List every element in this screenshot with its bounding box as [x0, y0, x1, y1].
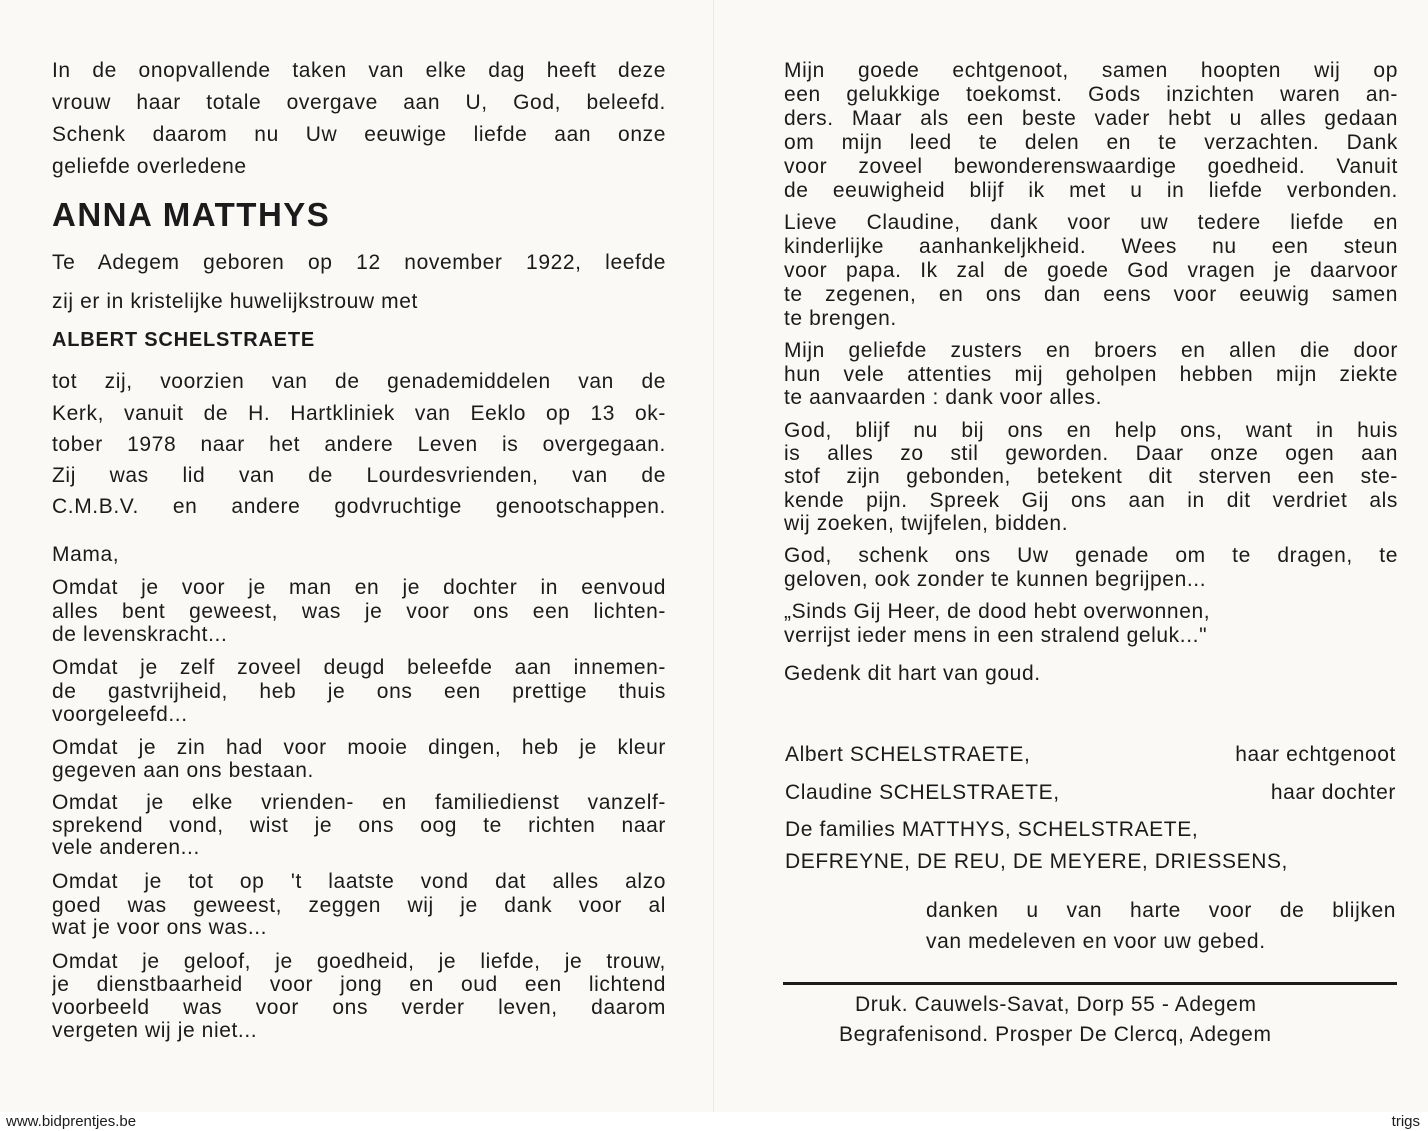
paragraph-line: te aanvaarden : dank voor alles.: [784, 386, 1103, 409]
stanza-line: voorbeeld was voor ons verder leven, daarom: [52, 996, 666, 1019]
paragraph-line: Lieve Claudine, dank voor uw tedere liefde en: [784, 211, 1398, 234]
stanza-line: goed was geweest, zeggen wij je dank voor al: [52, 894, 666, 917]
paragraph-line: kinderlijke aanhankeljkheid. Wees nu een steun: [784, 235, 1398, 258]
paragraph-line: voor zoveel bewonderenswaardige goedheid. Vanuit: [784, 155, 1398, 178]
paragraph-line: kende pijn. Spreek Gij ons aan in dit verdriet als: [784, 489, 1398, 512]
stanza-line: Omdat je geloof, je goedheid, je liefde, je trouw,: [52, 950, 666, 973]
fold-line: [713, 0, 714, 1112]
watermark-url: www.bidprentjes.be: [6, 1113, 137, 1130]
paragraph-line: Mijn goede echtgenoot, samen hoopten wij op: [784, 59, 1398, 82]
stanza-line: Omdat je voor je man en je dochter in eenvoud: [52, 576, 666, 599]
stanza-line: vergeten wij je niet...: [52, 1019, 258, 1042]
bio-line: Kerk, vanuit de H. Hartkliniek van Eeklo op 13 ok-: [52, 402, 666, 425]
stanza-line: Omdat je zin had voor mooie dingen, heb je kleur: [52, 736, 666, 759]
stanza-line: sprekend vond, wist je ons oog te richten naar: [52, 814, 666, 837]
stanza-line: Omdat je tot op 't laatste vond dat alles alzo: [52, 870, 666, 893]
stanza-line: de gastvrijheid, heb je ons een prettige thuis: [52, 680, 666, 703]
bio-line: tober 1978 naar het andere Leven is overgegaan.: [52, 433, 666, 456]
paragraph-line: Mijn geliefde zusters en broers en allen die door: [784, 339, 1398, 362]
stanza-line: Omdat je elke vrienden- en familiedienst vanzelf-: [52, 791, 666, 814]
paragraph-line: is alles zo stil geworden. Daar onze ogen aan: [784, 442, 1398, 465]
birth-line: Te Adegem geboren op 12 november 1922, leefde: [52, 251, 666, 274]
intro-line: geliefde overledene: [52, 155, 247, 178]
husband-name: ALBERT SCHELSTRAETE: [52, 329, 315, 351]
signatory-name: Albert SCHELSTRAETE,: [785, 743, 1031, 766]
paragraph-line: geloven, ook zonder te kunnen begrijpen...: [784, 568, 1207, 591]
signatory-name: Claudine SCHELSTRAETE,: [785, 781, 1060, 804]
quote-line: verrijst ieder mens in een stralend geluk...": [784, 624, 1208, 647]
paragraph-line: stof zijn gebonden, betekent dit sterven een ste-: [784, 465, 1398, 488]
stanza-line: wat je voor ons was...: [52, 916, 268, 939]
birth-line: zij er in kristelijke huwelijkstrouw met: [52, 290, 418, 313]
closing-line: Gedenk dit hart van goud.: [784, 662, 1041, 685]
deceased-name: ANNA MATTHYS: [52, 196, 331, 233]
salutation: Mama,: [52, 543, 120, 566]
printer-line: Druk. Cauwels-Savat, Dorp 55 - Adegem: [855, 993, 1257, 1016]
stanza-line: de levenskracht...: [52, 623, 228, 646]
signatory-role: haar dochter: [1270, 781, 1396, 804]
signatory-role: haar echtgenoot: [1235, 743, 1396, 766]
thanks-line: van medeleven en voor uw gebed.: [926, 930, 1266, 953]
paragraph-line: ders. Maar als een beste vader hebt u alles gedaan: [784, 107, 1398, 130]
paragraph-line: God, schenk ons Uw genade om te dragen, te: [784, 544, 1398, 567]
paragraph-line: wij zoeken, twijfelen, bidden.: [784, 512, 1069, 535]
stanza-line: gegeven aan ons bestaan.: [52, 759, 314, 782]
stanza-line: alles bent geweest, was je voor ons een lichten-: [52, 600, 666, 623]
left-column: [52, 0, 666, 1112]
families-line: DEFREYNE, DE REU, DE MEYERE, DRIESSENS,: [785, 850, 1288, 873]
bio-line: Zij was lid van de Lourdesvrienden, van de: [52, 464, 666, 487]
printer-line: Begrafenisond. Prosper De Clercq, Adegem: [839, 1023, 1272, 1046]
paragraph-line: een gelukkige toekomst. Gods inzichten waren an-: [784, 83, 1398, 106]
paragraph-line: voor papa. Ik zal de goede God vragen je daarvoor: [784, 259, 1398, 282]
quote-line: „Sinds Gij Heer, de dood hebt overwonnen,: [784, 600, 1211, 623]
stanza-line: voorgeleefd...: [52, 703, 188, 726]
paragraph-line: de eeuwigheid blijf ik met u in liefde verbonden.: [784, 179, 1398, 202]
intro-line: vrouw haar totale overgave aan U, God, beleefd.: [52, 91, 666, 114]
intro-line: In de onopvallende taken van elke dag heeft deze: [52, 59, 666, 82]
thanks-line: danken u van harte voor de blijken: [926, 899, 1396, 922]
bio-line: tot zij, voorzien van de genademiddelen van de: [52, 370, 666, 393]
watermark-label: trigs: [1391, 1113, 1420, 1130]
paragraph-line: te zegenen, en ons dan eens voor eeuwig samen: [784, 283, 1398, 306]
stanza-line: je dienstbaarheid voor jong en oud een lichtend: [52, 973, 666, 996]
paragraph-line: hun vele attenties mij geholpen hebben mijn ziekte: [784, 363, 1398, 386]
paragraph-line: God, blijf nu bij ons en help ons, want in huis: [784, 419, 1398, 442]
intro-line: Schenk daarom nu Uw eeuwige liefde aan onze: [52, 123, 666, 146]
stanza-line: vele anderen...: [52, 836, 200, 859]
stanza-line: Omdat je zelf zoveel deugd beleefde aan innemen-: [52, 656, 666, 679]
paragraph-line: te brengen.: [784, 307, 897, 330]
families-line: De families MATTHYS, SCHELSTRAETE,: [785, 818, 1199, 841]
watermark-bar: [0, 1112, 1428, 1131]
bio-line: C.M.B.V. en andere godvruchtige genootschappen.: [52, 495, 666, 518]
paragraph-line: om mijn leed te delen en te verzachten. Dank: [784, 131, 1398, 154]
divider-rule: [783, 982, 1397, 985]
